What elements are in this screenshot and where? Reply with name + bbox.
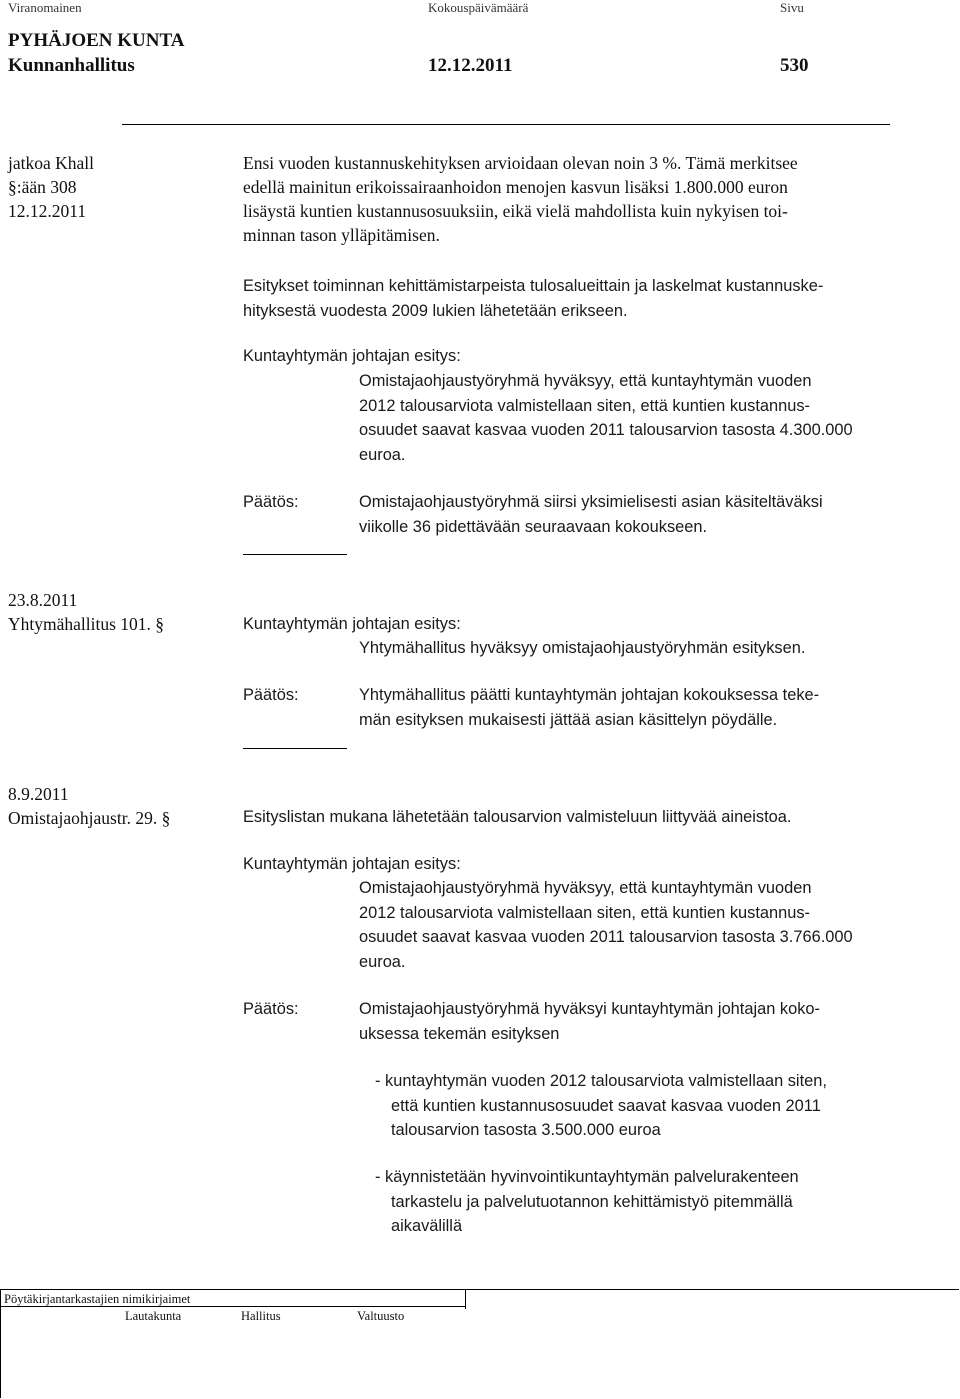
separator-1	[243, 554, 347, 555]
page-number: 530	[780, 55, 809, 76]
proposal-label-3: Kuntayhtymän johtajan esitys:	[243, 855, 461, 873]
footer-title-rule	[0, 1306, 465, 1307]
decision-text-1: Omistajaohjaustyöryhmä siirsi yksimielisesti asian käsiteltäväksi viikolle 36 pidettävään seuraavaan kokoukseen.	[359, 493, 823, 536]
margin-ref-1: jatkoa Khall §:ään 308 12.12.2011	[8, 153, 95, 221]
margin-ref-2: 23.8.2011 Yhtymähallitus 101. §	[8, 590, 165, 634]
proposal-label-2: Kuntayhtymän johtajan esitys:	[243, 615, 461, 633]
header-label-date: Kokouspäivämäärä	[428, 0, 529, 15]
paragraph-2: Esitykset toiminnan kehittämistarpeista tulosalueittain ja laskelmat kustannuske- hityksestä vuodesta 2009 lukien lähetetään erikseen.	[243, 277, 824, 320]
separator-2	[243, 748, 347, 749]
decision-label-1: Päätös:	[243, 493, 299, 511]
body-name: Kunnanhallitus	[8, 55, 135, 76]
decision-label-3: Päätös:	[243, 1000, 299, 1018]
margin-ref-3: 8.9.2011 Omistajaohjaustr. 29. §	[8, 784, 171, 828]
footer-col-lautakunta: Lautakunta	[125, 1309, 182, 1323]
decision-label-2: Päätös:	[243, 686, 299, 704]
proposal-text-3: Omistajaohjaustyöryhmä hyväksyy, että kuntayhtymän vuoden 2012 talousarviota valmistellaan siten, että kuntien kustannus- osuudet saavat kasvaa vuoden 2011 talousarvion tasosta 3.766.000 euroa.	[359, 879, 853, 971]
footer-divider	[465, 1289, 466, 1309]
org-name: PYHÄJOEN KUNTA	[8, 30, 185, 51]
header-rule	[122, 124, 890, 125]
bullet-item-1: - kuntayhtymän vuoden 2012 talousarviota valmistellaan siten, että kuntien kustannusosuudet saavat kasvaa vuoden 2011 talousarvion tasosta 3.500.000 euroa	[375, 1072, 827, 1139]
proposal-text-1: Omistajaohjaustyöryhmä hyväksyy, että kuntayhtymän vuoden 2012 talousarviota valmistellaan siten, että kuntien kustannus- osuudet saavat kasvaa vuoden 2011 talousarvion tasosta 4.300.000 euroa.	[359, 372, 853, 464]
footer-col-hallitus: Hallitus	[241, 1309, 281, 1323]
proposal-text-2: Yhtymähallitus hyväksyy omistajaohjaustyöryhmän esityksen.	[359, 639, 806, 657]
paragraph-3: Esityslistan mukana lähetetään talousarvion valmisteluun liittyvää aineistoa.	[243, 808, 792, 826]
paragraph-1: Ensi vuoden kustannuskehityksen arvioidaan olevan noin 3 %. Tämä merkitsee edellä mainitun erikoissairaanhoidon menojen kasvun lisäksi 1.800.000 euron lisäystä kuntien kustannusosuuksiin, eikä vielä mahdollista kuin nykyisen toi- minnan tason ylläpitämisen.	[243, 153, 798, 245]
footer-title: Pöytäkirjantarkastajien nimikirjaimet	[4, 1292, 191, 1306]
header-label-page: Sivu	[780, 0, 804, 15]
meeting-date: 12.12.2011	[428, 55, 513, 76]
decision-text-3: Omistajaohjaustyöryhmä hyväksyi kuntayhtymän johtajan koko- uksessa tekemän esityksen	[359, 1000, 820, 1043]
bullet-item-2: - käynnistetään hyvinvointikuntayhtymän palvelurakenteen tarkastelu ja palvelutuotannon kehittämistyö pitemmällä aikavälillä	[375, 1168, 799, 1235]
proposal-label-1: Kuntayhtymän johtajan esitys:	[243, 347, 461, 365]
header-label-authority: Viranomainen	[8, 0, 82, 15]
footer-col-valtuusto: Valtuusto	[357, 1309, 405, 1323]
decision-text-2: Yhtymähallitus päätti kuntayhtymän johtajan kokouksessa teke- män esityksen mukaisesti jättää asian käsittelyn pöydälle.	[359, 686, 820, 729]
